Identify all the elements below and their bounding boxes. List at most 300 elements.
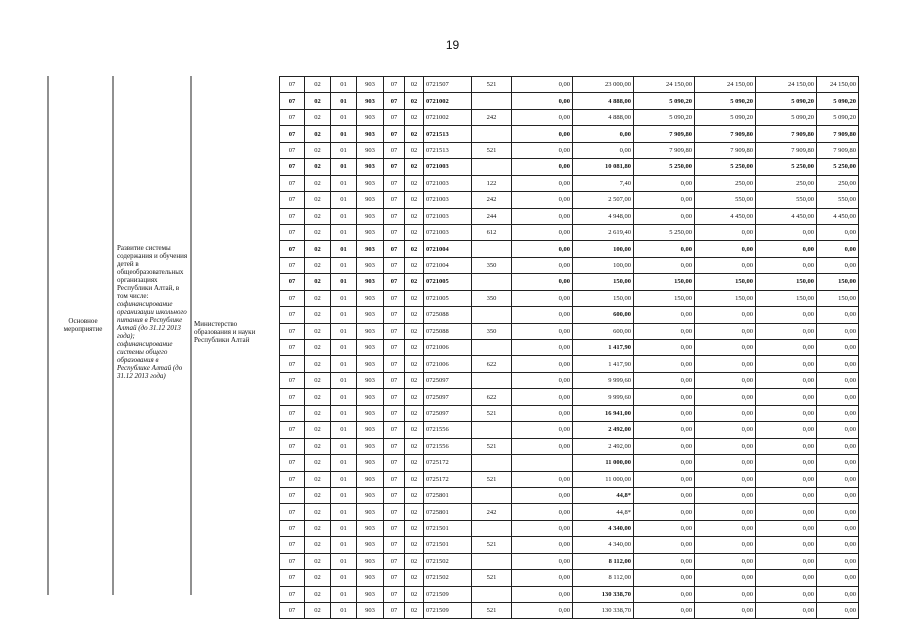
amount-cell: 0,00 — [634, 537, 695, 553]
table-row — [280, 109, 859, 125]
code-cell: 07 — [384, 471, 405, 487]
table-row — [280, 356, 859, 372]
code-cell: 02 — [405, 520, 424, 536]
amount-cell: 0,00 — [634, 405, 695, 421]
code-cell: 02 — [405, 241, 424, 257]
code-cell: 02 — [405, 356, 424, 372]
code-cell: 07 — [280, 159, 305, 175]
amount-cell: 0,00 — [695, 487, 756, 503]
amount-cell: 7 909,80 — [756, 142, 817, 158]
table-row — [280, 471, 859, 487]
code-cell: 07 — [384, 553, 405, 569]
amount-cell: 7 909,80 — [695, 142, 756, 158]
code-cell — [472, 372, 512, 388]
code-cell: 0721003 — [424, 175, 472, 191]
table-row — [280, 208, 859, 224]
code-cell: 02 — [305, 553, 331, 569]
code-cell: 903 — [357, 603, 384, 619]
amount-cell: 0,00 — [634, 208, 695, 224]
table-row — [280, 455, 859, 471]
amount-cell: 550,00 — [817, 192, 859, 208]
code-cell: 903 — [357, 109, 384, 125]
code-cell: 01 — [331, 487, 357, 503]
code-cell: 0725172 — [424, 471, 472, 487]
code-cell: 903 — [357, 175, 384, 191]
code-cell: 0721005 — [424, 274, 472, 290]
amount-cell: 4 450,00 — [695, 208, 756, 224]
amount-cell: 16 941,00 — [573, 405, 634, 421]
amount-cell: 0,00 — [695, 257, 756, 273]
code-cell: 02 — [305, 471, 331, 487]
code-cell: 07 — [280, 126, 305, 142]
amount-cell: 44,8* — [573, 487, 634, 503]
code-cell: 01 — [331, 109, 357, 125]
code-cell: 07 — [384, 372, 405, 388]
code-cell: 0721005 — [424, 290, 472, 306]
amount-cell: 7,40 — [573, 175, 634, 191]
code-cell: 02 — [405, 372, 424, 388]
amount-cell: 0,00 — [695, 405, 756, 421]
code-cell: 242 — [472, 192, 512, 208]
code-cell: 02 — [405, 109, 424, 125]
code-cell: 02 — [305, 389, 331, 405]
amount-cell: 5 250,00 — [695, 159, 756, 175]
code-cell: 07 — [384, 603, 405, 619]
amount-cell: 0,00 — [634, 422, 695, 438]
table-row — [280, 586, 859, 602]
amount-cell: 0,00 — [817, 405, 859, 421]
amount-cell: 0,00 — [817, 537, 859, 553]
amount-cell: 0,00 — [634, 307, 695, 323]
code-cell: 02 — [305, 93, 331, 109]
code-cell: 07 — [280, 487, 305, 503]
code-cell: 350 — [472, 257, 512, 273]
code-cell: 350 — [472, 323, 512, 339]
code-cell: 07 — [280, 422, 305, 438]
amount-cell: 0,00 — [634, 603, 695, 619]
amount-cell: 0,00 — [756, 438, 817, 454]
budget-table — [279, 76, 859, 619]
code-cell: 07 — [384, 356, 405, 372]
code-cell: 0725097 — [424, 372, 472, 388]
amount-cell: 0,00 — [634, 340, 695, 356]
code-cell: 07 — [280, 93, 305, 109]
amount-cell: 0,00 — [512, 570, 573, 586]
amount-cell: 0,00 — [512, 192, 573, 208]
amount-cell: 9 999,60 — [573, 372, 634, 388]
amount-cell: 150,00 — [573, 290, 634, 306]
code-cell: 01 — [331, 323, 357, 339]
amount-cell: 0,00 — [634, 570, 695, 586]
code-cell: 02 — [405, 126, 424, 142]
amount-cell: 0,00 — [634, 192, 695, 208]
amount-cell: 0,00 — [634, 241, 695, 257]
amount-cell: 0,00 — [695, 372, 756, 388]
amount-cell: 0,00 — [634, 504, 695, 520]
amount-cell: 600,00 — [573, 307, 634, 323]
code-cell: 07 — [384, 274, 405, 290]
amount-cell: 9 999,60 — [573, 389, 634, 405]
code-cell: 07 — [384, 307, 405, 323]
amount-cell: 0,00 — [695, 537, 756, 553]
table-row — [280, 340, 859, 356]
code-cell: 01 — [331, 455, 357, 471]
code-cell: 02 — [305, 504, 331, 520]
code-cell: 02 — [305, 142, 331, 158]
code-cell: 02 — [405, 438, 424, 454]
code-cell: 07 — [384, 570, 405, 586]
code-cell: 01 — [331, 389, 357, 405]
amount-cell: 0,00 — [756, 487, 817, 503]
amount-cell: 0,00 — [756, 340, 817, 356]
amount-cell: 4 888,00 — [573, 93, 634, 109]
code-cell: 01 — [331, 241, 357, 257]
amount-cell: 0,00 — [512, 126, 573, 142]
code-cell: 02 — [305, 159, 331, 175]
code-cell: 02 — [305, 586, 331, 602]
code-cell: 07 — [384, 257, 405, 273]
code-cell: 0721556 — [424, 438, 472, 454]
amount-cell: 0,00 — [512, 356, 573, 372]
amount-cell: 8 112,00 — [573, 553, 634, 569]
code-cell: 02 — [405, 257, 424, 273]
amount-cell: 7 909,80 — [695, 126, 756, 142]
code-cell: 903 — [357, 290, 384, 306]
amount-cell: 0,00 — [817, 340, 859, 356]
amount-cell: 0,00 — [756, 586, 817, 602]
code-cell: 07 — [384, 537, 405, 553]
amount-cell: 2 492,00 — [573, 438, 634, 454]
code-cell: 02 — [405, 208, 424, 224]
code-cell: 521 — [472, 142, 512, 158]
amount-cell: 5 090,20 — [695, 93, 756, 109]
table-row — [280, 126, 859, 142]
table-row — [280, 93, 859, 109]
code-cell: 07 — [280, 537, 305, 553]
amount-cell — [512, 455, 573, 471]
amount-cell: 0,00 — [817, 586, 859, 602]
code-cell: 07 — [384, 520, 405, 536]
amount-cell: 0,00 — [695, 323, 756, 339]
code-cell: 0721513 — [424, 126, 472, 142]
amount-cell: 250,00 — [756, 175, 817, 191]
amount-cell: 0,00 — [512, 405, 573, 421]
amount-cell: 150,00 — [695, 274, 756, 290]
code-cell: 01 — [331, 257, 357, 273]
code-cell: 521 — [472, 438, 512, 454]
table-row — [280, 389, 859, 405]
amount-cell: 1 417,90 — [573, 356, 634, 372]
code-cell: 01 — [331, 356, 357, 372]
amount-cell: 0,00 — [634, 455, 695, 471]
code-cell: 02 — [305, 422, 331, 438]
code-cell: 07 — [280, 570, 305, 586]
amount-cell: 600,00 — [573, 323, 634, 339]
amount-cell: 0,00 — [756, 405, 817, 421]
code-cell: 01 — [331, 570, 357, 586]
code-cell: 02 — [305, 520, 331, 536]
amount-cell: 0,00 — [817, 603, 859, 619]
amount-cell: 0,00 — [756, 372, 817, 388]
code-cell: 01 — [331, 126, 357, 142]
code-cell: 521 — [472, 603, 512, 619]
code-cell: 07 — [384, 224, 405, 240]
code-cell: 07 — [280, 586, 305, 602]
table-row — [280, 553, 859, 569]
amount-cell: 0,00 — [817, 307, 859, 323]
amount-cell: 5 250,00 — [634, 159, 695, 175]
amount-cell: 0,00 — [817, 570, 859, 586]
code-cell: 07 — [280, 356, 305, 372]
table-row — [280, 175, 859, 191]
amount-cell: 2 619,40 — [573, 224, 634, 240]
code-cell: 07 — [280, 504, 305, 520]
code-cell: 02 — [305, 274, 331, 290]
amount-cell: 0,00 — [634, 471, 695, 487]
table-row — [280, 77, 859, 93]
amount-cell: 0,00 — [512, 175, 573, 191]
amount-cell: 0,00 — [512, 520, 573, 536]
amount-cell: 0,00 — [756, 224, 817, 240]
amount-cell: 0,00 — [512, 257, 573, 273]
code-cell: 07 — [280, 323, 305, 339]
amount-cell: 0,00 — [695, 241, 756, 257]
amount-cell: 0,00 — [512, 290, 573, 306]
code-cell: 07 — [280, 208, 305, 224]
code-cell: 903 — [357, 159, 384, 175]
amount-cell: 0,00 — [695, 603, 756, 619]
amount-cell: 150,00 — [756, 274, 817, 290]
code-cell: 01 — [331, 422, 357, 438]
code-cell: 02 — [405, 175, 424, 191]
code-cell: 07 — [280, 520, 305, 536]
code-cell: 07 — [384, 487, 405, 503]
code-cell — [472, 520, 512, 536]
amount-cell: 0,00 — [634, 372, 695, 388]
amount-cell: 0,00 — [512, 586, 573, 602]
code-cell: 903 — [357, 93, 384, 109]
code-cell: 02 — [405, 422, 424, 438]
amount-cell: 0,00 — [817, 471, 859, 487]
amount-cell: 0,00 — [756, 323, 817, 339]
amount-cell: 4 340,00 — [573, 537, 634, 553]
code-cell: 07 — [280, 257, 305, 273]
code-cell: 02 — [405, 192, 424, 208]
amount-cell: 0,00 — [634, 323, 695, 339]
code-cell: 07 — [384, 405, 405, 421]
amount-cell: 7 909,80 — [634, 126, 695, 142]
amount-cell: 0,00 — [695, 224, 756, 240]
code-cell: 07 — [280, 372, 305, 388]
table-row — [280, 520, 859, 536]
code-cell: 244 — [472, 208, 512, 224]
code-cell: 01 — [331, 537, 357, 553]
amount-cell: 0,00 — [634, 553, 695, 569]
amount-cell: 0,00 — [695, 438, 756, 454]
code-cell: 07 — [280, 553, 305, 569]
table-row — [280, 570, 859, 586]
amount-cell: 5 090,20 — [817, 109, 859, 125]
amount-cell: 7 909,80 — [817, 126, 859, 142]
code-cell: 07 — [384, 340, 405, 356]
code-cell: 07 — [280, 307, 305, 323]
code-cell: 903 — [357, 340, 384, 356]
code-cell: 903 — [357, 192, 384, 208]
amount-cell: 0,00 — [634, 520, 695, 536]
amount-cell: 0,00 — [512, 603, 573, 619]
amount-cell: 0,00 — [512, 77, 573, 93]
table-row — [280, 323, 859, 339]
code-cell: 0721502 — [424, 553, 472, 569]
code-cell: 01 — [331, 553, 357, 569]
code-cell: 903 — [357, 126, 384, 142]
amount-cell: 5 090,20 — [756, 93, 817, 109]
code-cell: 242 — [472, 109, 512, 125]
code-cell: 02 — [305, 372, 331, 388]
organization: Министерство образования и науки Республики Алтай — [194, 320, 256, 344]
amount-cell: 0,00 — [512, 487, 573, 503]
amount-cell: 0,00 — [634, 487, 695, 503]
table-row — [280, 192, 859, 208]
table-row — [280, 487, 859, 503]
code-cell: 903 — [357, 274, 384, 290]
amount-cell: 4 340,00 — [573, 520, 634, 536]
amount-cell: 5 090,20 — [817, 93, 859, 109]
code-cell: 07 — [280, 389, 305, 405]
code-cell: 07 — [280, 175, 305, 191]
amount-cell: 130 338,70 — [573, 603, 634, 619]
code-cell: 07 — [384, 192, 405, 208]
code-cell — [472, 586, 512, 602]
amount-cell: 0,00 — [573, 142, 634, 158]
code-cell: 01 — [331, 438, 357, 454]
code-cell — [472, 126, 512, 142]
code-cell: 07 — [384, 175, 405, 191]
amount-cell: 150,00 — [573, 274, 634, 290]
amount-cell: 4 450,00 — [817, 208, 859, 224]
amount-cell: 11 000,00 — [573, 471, 634, 487]
amount-cell: 0,00 — [512, 438, 573, 454]
amount-cell: 0,00 — [756, 455, 817, 471]
code-cell: 903 — [357, 537, 384, 553]
amount-cell: 0,00 — [756, 471, 817, 487]
amount-cell: 5 250,00 — [756, 159, 817, 175]
amount-cell: 0,00 — [512, 142, 573, 158]
code-cell: 07 — [280, 405, 305, 421]
code-cell: 07 — [384, 142, 405, 158]
code-cell: 02 — [405, 340, 424, 356]
code-cell: 02 — [305, 405, 331, 421]
code-cell: 07 — [384, 323, 405, 339]
code-cell: 903 — [357, 389, 384, 405]
amount-cell: 7 909,80 — [817, 142, 859, 158]
code-cell: 01 — [331, 93, 357, 109]
code-cell: 01 — [331, 192, 357, 208]
code-cell: 622 — [472, 389, 512, 405]
code-cell: 903 — [357, 422, 384, 438]
code-cell: 07 — [384, 77, 405, 93]
code-cell: 02 — [305, 290, 331, 306]
code-cell: 521 — [472, 405, 512, 421]
code-cell: 903 — [357, 224, 384, 240]
amount-cell: 550,00 — [756, 192, 817, 208]
code-cell: 01 — [331, 372, 357, 388]
code-cell: 02 — [305, 603, 331, 619]
amount-cell: 7 909,80 — [756, 126, 817, 142]
code-cell: 01 — [331, 142, 357, 158]
amount-cell: 0,00 — [817, 257, 859, 273]
code-cell: 07 — [384, 208, 405, 224]
code-cell: 903 — [357, 142, 384, 158]
code-cell: 07 — [384, 438, 405, 454]
code-cell: 07 — [280, 109, 305, 125]
code-cell: 02 — [405, 471, 424, 487]
code-cell: 903 — [357, 520, 384, 536]
code-cell: 521 — [472, 77, 512, 93]
code-cell: 903 — [357, 241, 384, 257]
code-cell: 903 — [357, 405, 384, 421]
code-cell: 02 — [405, 405, 424, 421]
code-cell: 02 — [305, 455, 331, 471]
amount-cell: 44,8* — [573, 504, 634, 520]
amount-cell: 0,00 — [634, 257, 695, 273]
code-cell: 07 — [384, 159, 405, 175]
amount-cell: 10 081,80 — [573, 159, 634, 175]
code-cell: 0721509 — [424, 586, 472, 602]
amount-cell: 0,00 — [634, 356, 695, 372]
table-row — [280, 422, 859, 438]
code-cell: 02 — [405, 603, 424, 619]
code-cell: 01 — [331, 520, 357, 536]
amount-cell: 7 909,80 — [634, 142, 695, 158]
amount-cell: 130 338,70 — [573, 586, 634, 602]
amount-cell: 150,00 — [756, 290, 817, 306]
code-cell: 07 — [384, 241, 405, 257]
code-cell: 350 — [472, 290, 512, 306]
amount-cell: 0,00 — [817, 389, 859, 405]
amount-cell: 23 000,00 — [573, 77, 634, 93]
amount-cell: 150,00 — [634, 290, 695, 306]
amount-cell: 0,00 — [756, 520, 817, 536]
code-cell: 02 — [405, 553, 424, 569]
amount-cell: 24 150,00 — [817, 77, 859, 93]
table-row — [280, 159, 859, 175]
code-cell: 01 — [331, 586, 357, 602]
code-cell: 02 — [405, 142, 424, 158]
code-cell: 07 — [384, 504, 405, 520]
amount-cell: 0,00 — [756, 603, 817, 619]
code-cell: 02 — [405, 274, 424, 290]
code-cell: 02 — [405, 537, 424, 553]
amount-cell: 0,00 — [512, 504, 573, 520]
code-cell: 0721556 — [424, 422, 472, 438]
code-cell: 0721501 — [424, 520, 472, 536]
code-cell: 903 — [357, 487, 384, 503]
amount-cell: 0,00 — [695, 471, 756, 487]
code-cell: 122 — [472, 175, 512, 191]
code-cell: 903 — [357, 438, 384, 454]
code-cell: 903 — [357, 323, 384, 339]
code-cell: 0721004 — [424, 241, 472, 257]
table-row — [280, 257, 859, 273]
code-cell: 07 — [280, 241, 305, 257]
code-cell: 02 — [305, 241, 331, 257]
code-cell: 02 — [305, 537, 331, 553]
amount-cell: 0,00 — [512, 340, 573, 356]
code-cell: 0721002 — [424, 109, 472, 125]
code-cell — [472, 241, 512, 257]
amount-cell: 0,00 — [695, 553, 756, 569]
